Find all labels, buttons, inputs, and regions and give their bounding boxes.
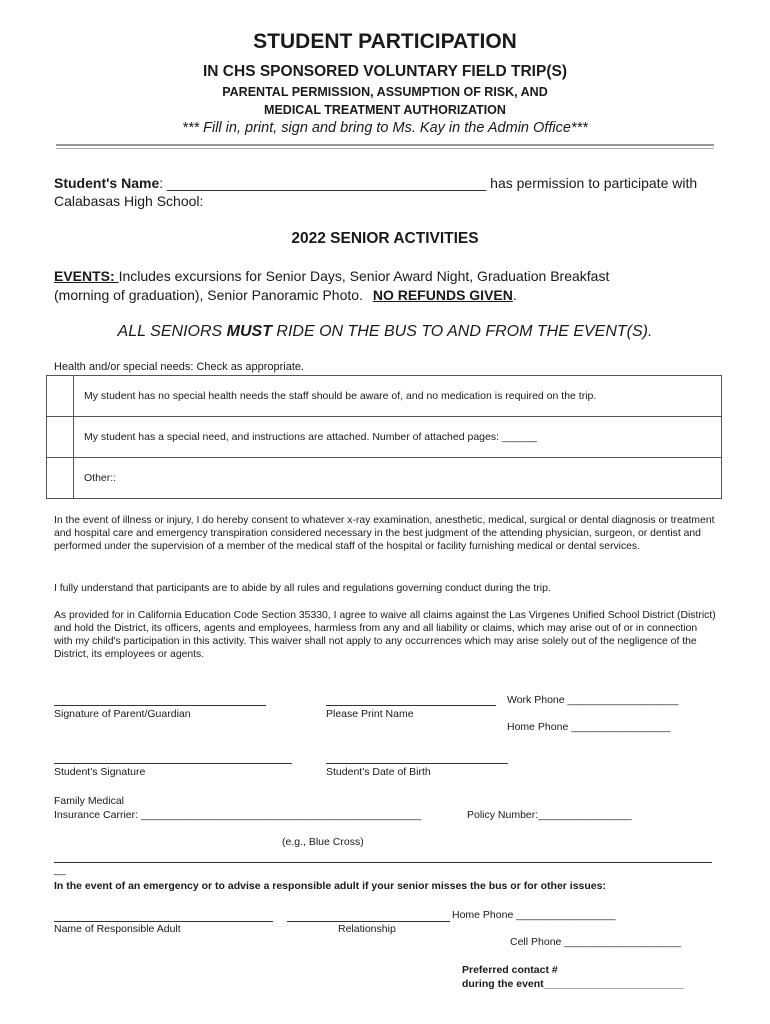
student-signature-line[interactable]: [54, 763, 292, 764]
student-name-blank[interactable]: : _________________________________________: [159, 175, 487, 191]
work-phone-field[interactable]: Work Phone ___________________: [507, 694, 679, 706]
policy-number-field[interactable]: Policy Number:________________: [467, 809, 632, 821]
preferred-contact-label: Preferred contact #: [462, 964, 558, 976]
student-name-label: Student's Name: [54, 175, 160, 191]
separator-trailing: __: [54, 864, 66, 876]
section-title: 2022 SENIOR ACTIVITIES: [291, 230, 479, 247]
relationship-label: Relationship: [338, 923, 396, 935]
form-title: STUDENT PARTICIPATION: [253, 30, 517, 53]
emergency-home-phone-field[interactable]: Home Phone _________________: [452, 909, 616, 921]
rules-paragraph: I fully understand that participants are to abide by all rules and regulations governing conduct during the trip.: [54, 583, 551, 594]
waiver-paragraph: As provided for in California Education Code Section 35330, I agree to waive all claims against the Las Virgenes Unified School District (District) and hold the District, its officers, agents and employees, harmless from any and all liability or claims, which may arise out of or in connection with my child's participation in this activity. This waiver shall not apply to any occurrences which may arise solely out of the negligence of the District, its employees or agents.: [54, 610, 716, 660]
permission-text: has permission to participate with: [490, 175, 698, 191]
form-subtitle-3: MEDICAL TREATMENT AUTHORIZATION: [264, 103, 506, 117]
health-option-row: [47, 376, 722, 417]
events-line-1: [54, 268, 609, 284]
school-name: Calabasas High School:: [54, 193, 204, 209]
emergency-heading: In the event of an emergency or to advise a responsible adult if your senior misses the bus or for other issues:: [54, 880, 606, 892]
no-refunds-notice: NO REFUNDS GIVEN: [372, 287, 513, 303]
emergency-separator-line: [54, 862, 712, 863]
events-label: EVENTS:: [54, 268, 119, 284]
insurance-example: (e.g., Blue Cross): [282, 836, 364, 848]
health-checkbox-1[interactable]: [47, 376, 74, 417]
health-option-1: My student has no special health needs the staff should be aware of, and no medication is required on the trip.: [74, 376, 722, 417]
insurance-carrier-field[interactable]: Insurance Carrier: ________________________________________________: [54, 809, 422, 821]
health-option-2: My student has a special need, and instructions are attached. Number of attached pages: ______: [74, 417, 722, 458]
cell-phone-field[interactable]: Cell Phone ____________________: [510, 936, 682, 948]
parent-signature-line[interactable]: [54, 705, 266, 706]
bus-notice: [0, 323, 770, 341]
health-option-row: [47, 417, 722, 458]
health-option-3[interactable]: Other::: [74, 458, 722, 499]
events-line-2: [54, 287, 517, 303]
header-separator-top: [56, 144, 714, 146]
relationship-line[interactable]: [287, 921, 450, 922]
form-instructions: *** Fill in, print, sign and bring to Ms. Kay in the Admin Office***: [182, 120, 588, 136]
medical-consent-paragraph: In the event of illness or injury, I do hereby consent to whatever x-ray examination, anesthetic, medical, surgical or dental diagnosis or treatment and hospital care and emergency transpiration considered necessary in the best judgment of the attending physician, surgeon, or dentist and performed under the supervision of a member of the medical staff of the hospital or facility furnishing medical or dental services.: [54, 515, 715, 552]
bus-notice-must: MUST: [226, 323, 272, 340]
health-checkbox-2[interactable]: [47, 417, 74, 458]
print-name-label: Please Print Name: [326, 708, 414, 720]
student-signature-label: Student's Signature: [54, 766, 146, 778]
health-checkbox-3[interactable]: [47, 458, 74, 499]
insurance-label-1: Family Medical: [54, 795, 125, 807]
form-subtitle-2: PARENTAL PERMISSION, ASSUMPTION OF RISK, AND: [222, 85, 548, 99]
events-text-2: (morning of graduation), Senior Panoramic Photo.: [54, 287, 363, 303]
health-options-table: [46, 375, 722, 499]
student-name-line: [54, 175, 697, 191]
dob-label: Student's Date of Birth: [326, 766, 431, 778]
responsible-adult-label: Name of Responsible Adult: [54, 923, 181, 935]
events-text-1: Includes excursions for Senior Days, Senior Award Night, Graduation Breakfast: [118, 268, 610, 284]
form-subtitle: IN CHS SPONSORED VOLUNTARY FIELD TRIP(S): [203, 63, 567, 80]
bus-notice-after: RIDE ON THE BUS TO AND FROM THE EVENT(S).: [271, 323, 653, 340]
responsible-adult-line[interactable]: [54, 921, 273, 922]
preferred-contact-field[interactable]: during the event________________________: [462, 978, 684, 990]
bus-notice-before: ALL SENIORS: [117, 323, 227, 340]
dob-line[interactable]: [326, 763, 508, 764]
print-name-line[interactable]: [326, 705, 496, 706]
home-phone-field[interactable]: Home Phone _________________: [507, 721, 671, 733]
header-separator-bottom: [56, 148, 714, 149]
parent-signature-label: Signature of Parent/Guardian: [54, 708, 191, 720]
health-option-row: [47, 458, 722, 499]
events-period: .: [512, 287, 517, 303]
health-heading: Health and/or special needs: Check as appropriate.: [54, 361, 305, 373]
